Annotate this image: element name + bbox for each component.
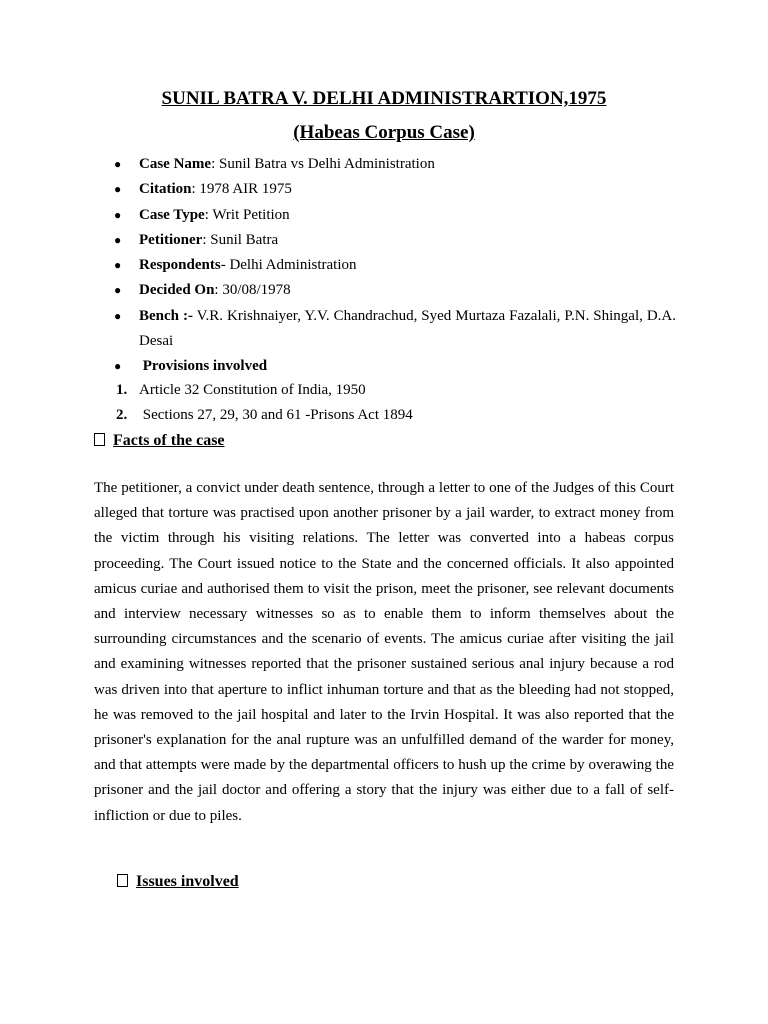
bullet-icon: ● (114, 258, 122, 273)
detail-label: Petitioner (139, 231, 203, 248)
checkbox-glyph-icon (117, 874, 128, 887)
facts-heading (94, 432, 225, 450)
detail-label: Respondents (139, 257, 221, 274)
provisions-list (116, 378, 413, 429)
bullet-icon: ● (114, 308, 122, 323)
detail-case-type (110, 203, 676, 228)
detail-separator: : (202, 231, 211, 248)
detail-label: Case Type (139, 206, 205, 223)
case-details-list (110, 152, 676, 380)
detail-value: V.R. Krishnaiyer, Y.V. Chandrachud, Syed Murtaza Fazalali, P.N. Shingal, D.A. Desai (139, 307, 676, 350)
detail-value: Sunil Batra (210, 231, 279, 248)
detail-provisions (110, 354, 676, 379)
detail-citation (110, 177, 676, 202)
bullet-icon: ● (114, 157, 122, 171)
detail-value: 30/08/1978 (222, 282, 291, 299)
bullet-icon: ● (114, 283, 122, 298)
detail-value: Writ Petition (212, 206, 290, 223)
bullet-icon: ● (114, 232, 122, 247)
provision-text: Article 32 Constitution of India, 1950 (139, 382, 366, 398)
detail-decided-on (110, 278, 676, 303)
detail-label: Provisions involved (142, 358, 268, 375)
provision-item (116, 378, 413, 403)
provision-number: 1. (116, 382, 128, 398)
detail-label: Decided On (139, 282, 215, 299)
detail-separator: : (204, 206, 213, 223)
detail-value: Sunil Batra vs Delhi Administration (219, 156, 435, 172)
bullet-icon: ● (114, 207, 122, 222)
provision-text: Sections 27, 29, 30 and 61 -Prisons Act 1894 (142, 407, 413, 424)
detail-separator: : (191, 181, 200, 198)
detail-separator: - (220, 257, 230, 274)
bullet-icon: ● (114, 359, 122, 374)
detail-value: 1978 AIR 1975 (199, 181, 292, 198)
detail-label: Case Name (139, 156, 212, 172)
detail-case-name (110, 152, 676, 177)
facts-heading-text: Facts of the case (113, 432, 225, 449)
issues-heading-text: Issues involved (136, 873, 239, 890)
detail-separator: : (211, 156, 219, 172)
bullet-icon: ● (114, 182, 122, 197)
detail-value: Delhi Administration (229, 257, 357, 274)
detail-label: Citation (139, 181, 192, 198)
issues-heading (117, 873, 239, 891)
detail-separator: : (214, 282, 223, 299)
document-title: SUNIL BATRA V. DELHI ADMINISTRARTION,1975 (161, 88, 607, 109)
detail-label: Bench :- (139, 307, 193, 324)
document-subtitle: (Habeas Corpus Case) (293, 122, 475, 143)
facts-paragraph: The petitioner, a convict under death sentence, through a letter to one of the Judges of this Court alleged that torture was practised upon another prisoner by a jail warder, to extract money from the victim through his visiting relations. The letter was converted into a habeas corpus proceeding. The Court issued notice to the State and the concerned officials. It also appointed amicus curiae and authorised them to visit the prison, meet the prisoner, see relevant documents and interview necessary witnesses so as to enable them to inform themselves about the surrounding circumstances and the scenario of events. The amicus curiae after visiting the jail and examining witnesses reported that the prisoner sustained serious anal injury because a rod was driven into that aperture to inflict inhuman torture and that as the bleeding had not stopped, he was removed to the jail hospital and later to the Irvin Hospital. It was also reported that the prisoner's explanation for the anal rupture was an unfulfilled demand of the warder for money, and that attempts were made by the departmental officers to hush up the crime by overawing the prisoner and the jail doctor and offering a story that the injury was either due to a fall of self-infliction or due to piles. (94, 480, 674, 824)
checkbox-glyph-icon (94, 433, 105, 446)
detail-bench (110, 304, 676, 355)
detail-petitioner (110, 228, 676, 253)
detail-respondents (110, 253, 676, 278)
provision-item (116, 403, 413, 428)
provision-number: 2. (116, 407, 128, 424)
